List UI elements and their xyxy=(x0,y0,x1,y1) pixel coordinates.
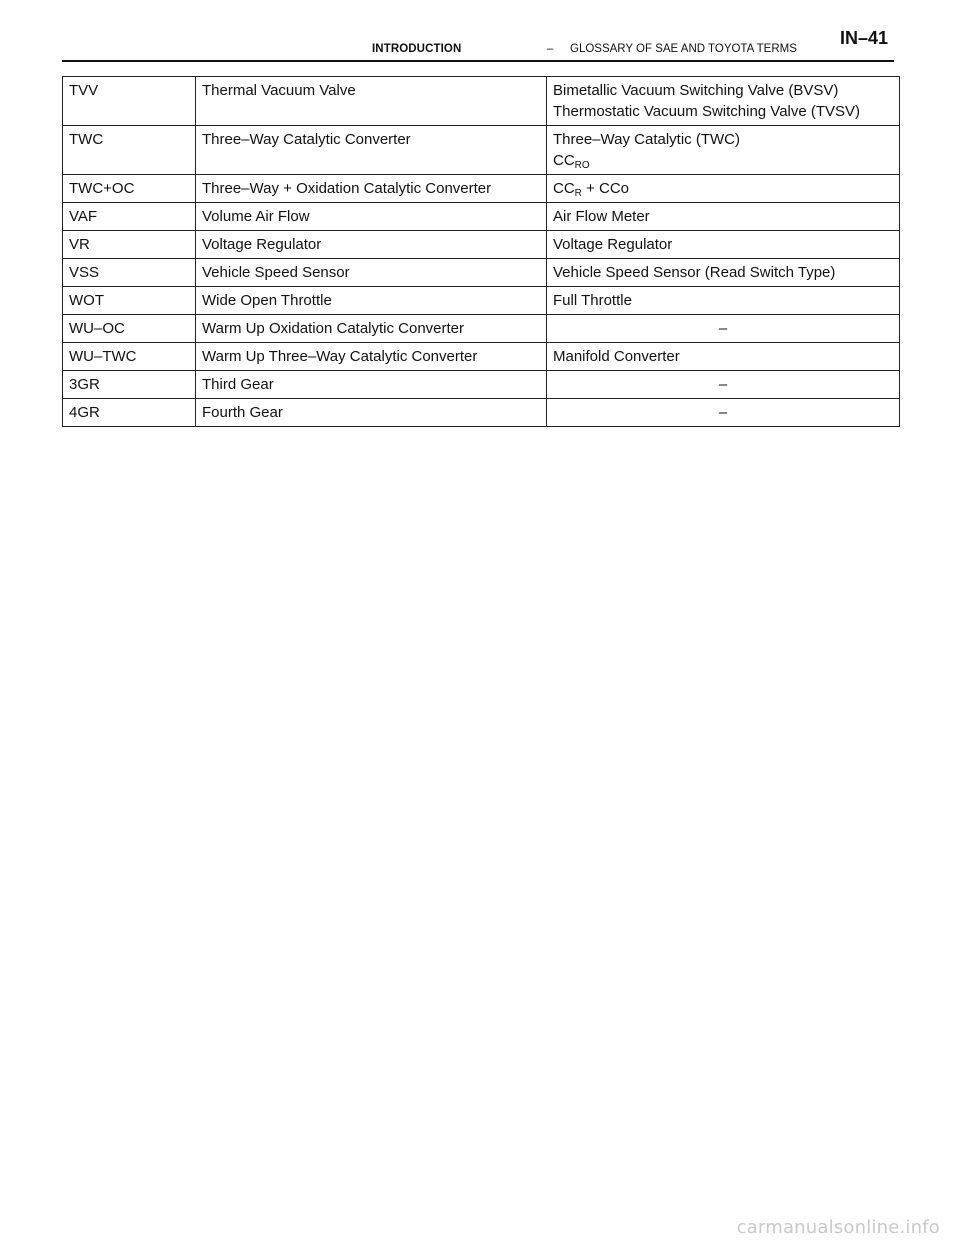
abbreviation-cell: TWC+OC xyxy=(63,175,196,203)
sae-term-cell: Voltage Regulator xyxy=(196,231,547,259)
toyota-term-cell xyxy=(547,126,900,175)
toyota-term-cell: Vehicle Speed Sensor (Read Switch Type) xyxy=(547,259,900,287)
table-row xyxy=(63,231,900,259)
toyota-term-cell: – xyxy=(547,399,900,427)
toyota-term-cell: Full Throttle xyxy=(547,287,900,315)
sae-term-cell: Third Gear xyxy=(196,371,547,399)
table-row xyxy=(63,343,900,371)
sae-term-cell: Three–Way + Oxidation Catalytic Converter xyxy=(196,175,547,203)
abbreviation-cell: 4GR xyxy=(63,399,196,427)
section-title: INTRODUCTION xyxy=(372,43,462,55)
toyota-term-line: Three–Way Catalytic (TWC) xyxy=(553,131,740,148)
term-subscript: R xyxy=(574,188,582,199)
abbreviation-cell: WOT xyxy=(63,287,196,315)
term-base: CC xyxy=(553,180,575,197)
header-separator: – xyxy=(547,43,554,55)
table-row xyxy=(63,371,900,399)
abbreviation-cell: WU–TWC xyxy=(63,343,196,371)
abbreviation-cell: WU–OC xyxy=(63,315,196,343)
table-row xyxy=(63,399,900,427)
sae-term-cell: Fourth Gear xyxy=(196,399,547,427)
page-number: IN–41 xyxy=(839,28,888,48)
table-row xyxy=(63,259,900,287)
table-row xyxy=(63,315,900,343)
sae-term-cell: Thermal Vacuum Valve xyxy=(196,77,547,126)
term-base: CC xyxy=(553,152,575,169)
page-header xyxy=(62,26,894,62)
toyota-term-line xyxy=(553,150,893,171)
abbreviation-cell: VSS xyxy=(63,259,196,287)
toyota-term-cell: Voltage Regulator xyxy=(547,231,900,259)
abbreviation-cell: VR xyxy=(63,231,196,259)
term-rest: + CCo xyxy=(581,180,630,197)
toyota-term-cell: – xyxy=(547,315,900,343)
abbreviation-cell: TWC xyxy=(63,126,196,175)
watermark: carmanualsonline.info xyxy=(736,1217,940,1238)
toyota-term-line: Thermostatic Vacuum Switching Valve (TVSV) xyxy=(553,103,861,120)
abbreviation-cell: TVV xyxy=(63,77,196,126)
abbreviation-cell: VAF xyxy=(63,203,196,231)
sae-term-cell: Warm Up Three–Way Catalytic Converter xyxy=(196,343,547,371)
abbreviation-cell: 3GR xyxy=(63,371,196,399)
section-subtitle: GLOSSARY OF SAE AND TOYOTA TERMS xyxy=(570,43,797,55)
table-row xyxy=(63,203,900,231)
sae-term-cell: Warm Up Oxidation Catalytic Converter xyxy=(196,315,547,343)
toyota-term-cell xyxy=(547,175,900,203)
glossary-table xyxy=(62,76,900,427)
toyota-term-cell xyxy=(547,77,900,126)
sae-term-cell: Wide Open Throttle xyxy=(196,287,547,315)
table-row xyxy=(63,175,900,203)
sae-term-cell: Vehicle Speed Sensor xyxy=(196,259,547,287)
term-subscript: RO xyxy=(574,160,590,171)
toyota-term-line: Bimetallic Vacuum Switching Valve (BVSV) xyxy=(553,82,839,99)
sae-term-cell: Volume Air Flow xyxy=(196,203,547,231)
sae-term-cell: Three–Way Catalytic Converter xyxy=(196,126,547,175)
table-row xyxy=(63,287,900,315)
toyota-term-cell: – xyxy=(547,371,900,399)
table-row xyxy=(63,126,900,175)
toyota-term-cell: Air Flow Meter xyxy=(547,203,900,231)
table-row xyxy=(63,77,900,126)
toyota-term-cell: Manifold Converter xyxy=(547,343,900,371)
